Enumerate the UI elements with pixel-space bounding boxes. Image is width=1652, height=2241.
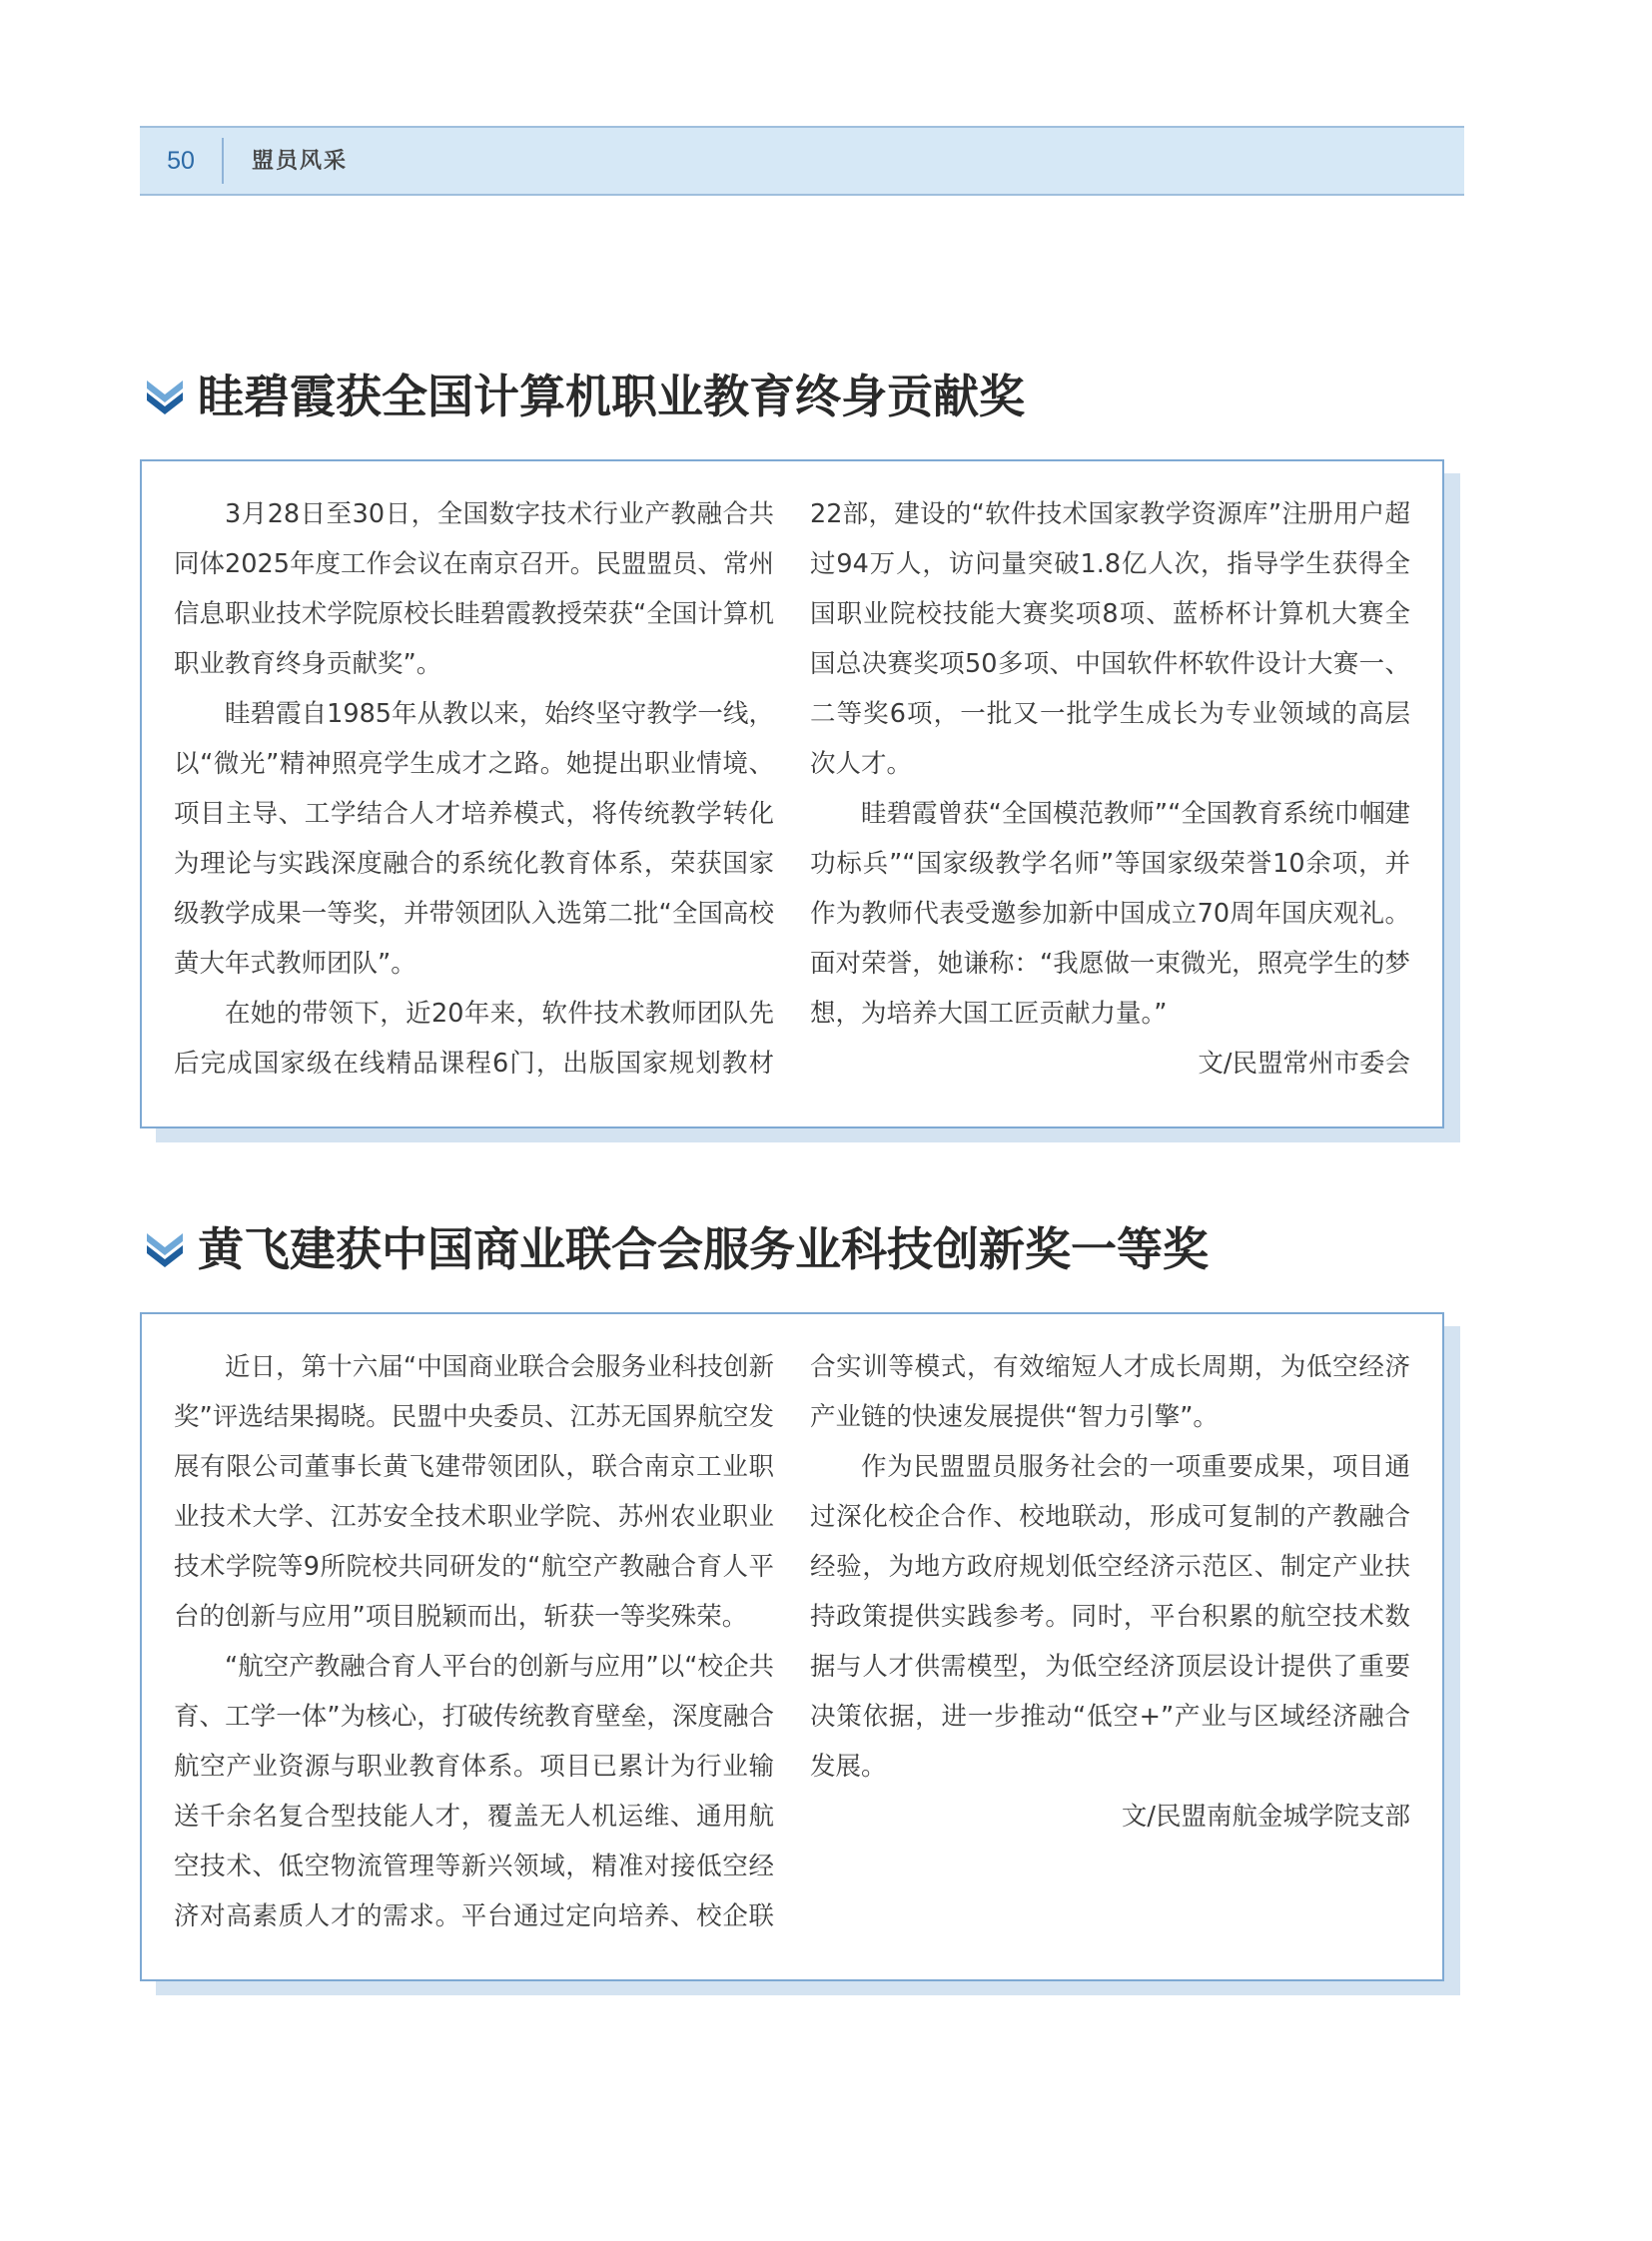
section-name: 盟员风采 bbox=[252, 148, 349, 174]
article-1-byline: 文/民盟常州市委会 bbox=[1198, 1049, 1410, 1079]
article-1-paragraph: 眭碧霞自1985年从教以来，始终坚守教学一线，以“微光”精神照亮学生成才之路。她提出职业情境、项目主导、工学结合人才培养模式，将传统教学转化为理论与实践深度融合的系统化教育体系，荣获国家级教学成果一等奖，并带领团队入选第二批“全国高校黄大年式教师团队”。 bbox=[174, 699, 774, 979]
double-chevron-down-icon bbox=[144, 375, 186, 417]
double-chevron-down-icon bbox=[144, 1228, 186, 1270]
article-1-body bbox=[174, 489, 1410, 1109]
header-divider bbox=[222, 138, 224, 184]
article-2-paragraph: “航空产教融合育人平台的创新与应用”以“校企共育、工学一体”为核心，打破传统教育壁垒，深度融合航空产业资源与职业教育体系。项目已累计为行业输送千余名复合型技能人才，覆盖无人机运维、通用航空技术、低空物流管理等新兴领域，精准对接低空经济对高素质人才的需求。平台通过定向培养、校企联合实训等模式，有效缩短人才成长周期，为低空经济产业链的快速发展提供“智力引擎”。 bbox=[174, 1352, 1410, 1931]
article-1-paragraph: 在她的带领下，近20年来，软件技术教师团队先后完成国家级在线精品课程6门，出版国家规划教材22部，建设的“软件技术国家教学资源库”注册用户超过94万人，访问量突破1.8亿人次，指导学生获得全国职业院校技能大赛奖项8项、蓝桥杯计算机大赛全国总决赛奖项50多项、中国软件杯软件设计大赛一、二等奖6项，一批又一批学生成长为专业领域的高层次人才。 bbox=[174, 499, 1410, 1079]
article-1-box bbox=[140, 459, 1444, 1128]
article-2-body bbox=[174, 1342, 1410, 1961]
running-header bbox=[140, 126, 1464, 196]
article-2-paragraph: 作为民盟盟员服务社会的一项重要成果，项目通过深化校企合作、校地联动，形成可复制的产教融合经验，为地方政府规划低空经济示范区、制定产业扶持政策提供实践参考。同时，平台积累的航空技术数据与人才供需模型，为低空经济顶层设计提供了重要决策依据，进一步推动“低空+”产业与区域经济融合发展。 bbox=[810, 1452, 1410, 1782]
article-2-title: 黄飞建获中国商业联合会服务业科技创新奖一等奖 bbox=[198, 1222, 1209, 1276]
article-2-box bbox=[140, 1312, 1444, 1981]
article-2-paragraph: 近日，第十六届“中国商业联合会服务业科技创新奖”评选结果揭晓。民盟中央委员、江苏无国界航空发展有限公司董事长黄飞建带领团队，联合南京工业职业技术大学、江苏安全技术职业学院、苏州农业职业技术学院等9所院校共同研发的“航空产教融合育人平台的创新与应用”项目脱颖而出，斩获一等奖殊荣。 bbox=[174, 1352, 774, 1632]
article-1-paragraph: 眭碧霞曾获“全国模范教师”“全国教育系统巾帼建功标兵”“国家级教学名师”等国家级荣誉10余项，并作为教师代表受邀参加新中国成立70周年国庆观礼。面对荣誉，她谦称：“我愿做一束微光，照亮学生的梦想，为培养大国工匠贡献力量。” bbox=[810, 799, 1410, 1029]
article-1-title: 眭碧霞获全国计算机职业教育终身贡献奖 bbox=[198, 370, 1025, 423]
article-2-byline: 文/民盟南航金城学院支部 bbox=[1121, 1802, 1410, 1832]
page-number: 50 bbox=[167, 147, 195, 175]
article-1-paragraph: 3月28日至30日，全国数字技术行业产教融合共同体2025年度工作会议在南京召开。民盟盟员、常州信息职业技术学院原校长眭碧霞教授荣获“全国计算机职业教育终身贡献奖”。 bbox=[174, 499, 774, 679]
